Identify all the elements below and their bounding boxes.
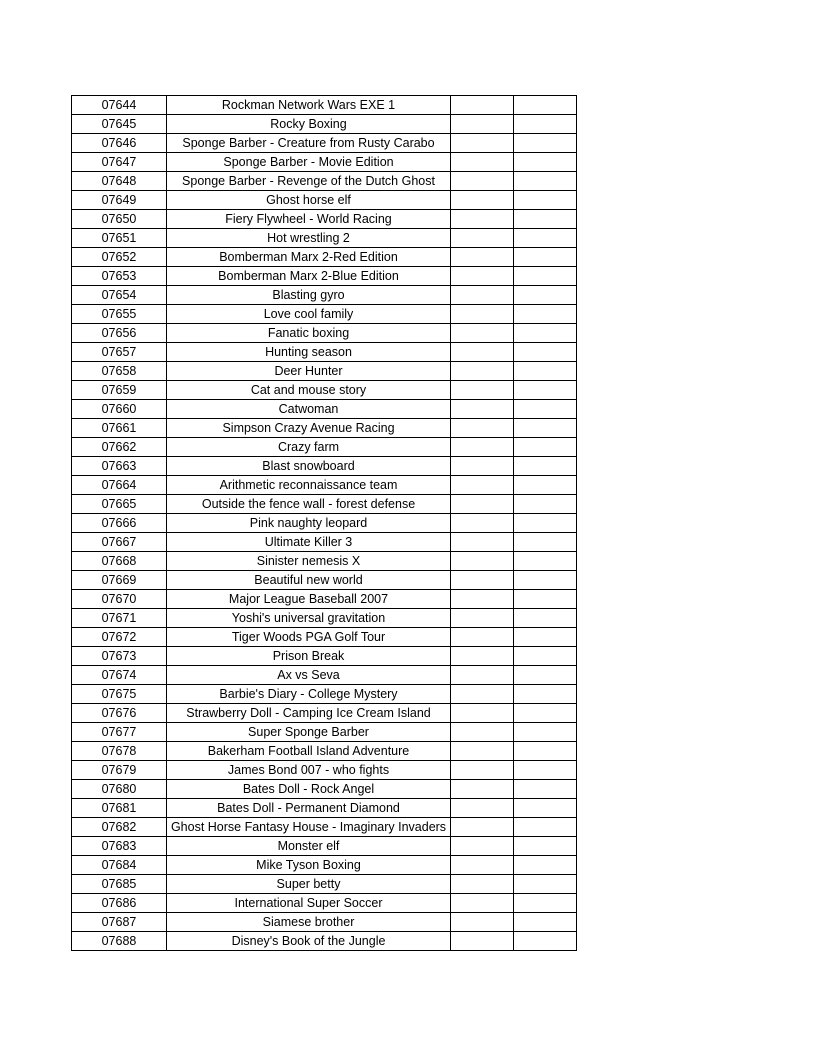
empty-cell [451,248,514,267]
empty-cell [514,324,577,343]
game-id-cell: 07680 [72,780,167,799]
game-id-cell: 07646 [72,134,167,153]
game-id-cell: 07651 [72,229,167,248]
empty-cell [514,229,577,248]
game-title-cell: Beautiful new world [167,571,451,590]
game-title-cell: Bates Doll - Rock Angel [167,780,451,799]
game-id-cell: 07654 [72,286,167,305]
game-title-cell: Fanatic boxing [167,324,451,343]
empty-cell [451,476,514,495]
empty-cell [451,571,514,590]
empty-cell [514,115,577,134]
empty-cell [451,324,514,343]
empty-cell [514,894,577,913]
game-id-cell: 07650 [72,210,167,229]
game-title-cell: Sponge Barber - Revenge of the Dutch Ghost [167,172,451,191]
empty-cell [451,780,514,799]
game-title-cell: Bomberman Marx 2-Red Edition [167,248,451,267]
table-row [72,514,577,533]
game-title-cell: Hunting season [167,343,451,362]
game-id-cell: 07659 [72,381,167,400]
empty-cell [514,476,577,495]
empty-cell [514,305,577,324]
table-row [72,609,577,628]
empty-cell [451,609,514,628]
game-title-cell: Ghost horse elf [167,191,451,210]
empty-cell [451,438,514,457]
game-title-cell: James Bond 007 - who fights [167,761,451,780]
table-row [72,761,577,780]
empty-cell [514,913,577,932]
game-id-cell: 07685 [72,875,167,894]
empty-cell [514,381,577,400]
game-title-cell: Catwoman [167,400,451,419]
game-title-cell: Sinister nemesis X [167,552,451,571]
empty-cell [514,419,577,438]
table-row [72,685,577,704]
game-title-cell: Tiger Woods PGA Golf Tour [167,628,451,647]
game-title-cell: Hot wrestling 2 [167,229,451,248]
game-id-cell: 07671 [72,609,167,628]
table-row [72,362,577,381]
empty-cell [451,590,514,609]
game-title-cell: Prison Break [167,647,451,666]
empty-cell [451,457,514,476]
game-title-cell: Simpson Crazy Avenue Racing [167,419,451,438]
game-id-cell: 07679 [72,761,167,780]
game-title-cell: Crazy farm [167,438,451,457]
table-row [72,799,577,818]
table-row [72,590,577,609]
empty-cell [451,837,514,856]
empty-cell [451,191,514,210]
game-id-cell: 07664 [72,476,167,495]
table-row [72,647,577,666]
empty-cell [514,932,577,951]
empty-cell [514,571,577,590]
empty-cell [514,210,577,229]
game-title-cell: Bates Doll - Permanent Diamond [167,799,451,818]
table-row [72,343,577,362]
empty-cell [451,818,514,837]
table-row [72,229,577,248]
game-id-cell: 07649 [72,191,167,210]
table-row [72,533,577,552]
table-row [72,495,577,514]
game-id-cell: 07687 [72,913,167,932]
empty-cell [514,248,577,267]
game-title-cell: Yoshi's universal gravitation [167,609,451,628]
game-id-cell: 07647 [72,153,167,172]
game-title-cell: Outside the fence wall - forest defense [167,495,451,514]
empty-cell [451,305,514,324]
empty-cell [514,362,577,381]
empty-cell [514,552,577,571]
game-title-cell: Sponge Barber - Creature from Rusty Carabo [167,134,451,153]
empty-cell [514,818,577,837]
table-row [72,267,577,286]
empty-cell [451,419,514,438]
game-id-cell: 07666 [72,514,167,533]
empty-cell [514,628,577,647]
game-title-cell: Rocky Boxing [167,115,451,134]
empty-cell [451,742,514,761]
game-title-cell: International Super Soccer [167,894,451,913]
empty-cell [514,172,577,191]
table-row [72,305,577,324]
game-title-cell: Rockman Network Wars EXE 1 [167,96,451,115]
table-row [72,419,577,438]
game-title-cell: Cat and mouse story [167,381,451,400]
game-title-cell: Ultimate Killer 3 [167,533,451,552]
game-title-cell: Barbie's Diary - College Mystery [167,685,451,704]
game-title-cell: Arithmetic reconnaissance team [167,476,451,495]
empty-cell [514,761,577,780]
empty-cell [451,514,514,533]
empty-cell [451,96,514,115]
table-row [72,115,577,134]
empty-cell [451,495,514,514]
game-id-cell: 07658 [72,362,167,381]
empty-cell [514,153,577,172]
table-row [72,780,577,799]
empty-cell [514,457,577,476]
table-row [72,552,577,571]
table-row [72,932,577,951]
table-row [72,571,577,590]
game-id-cell: 07656 [72,324,167,343]
game-title-cell: Ghost Horse Fantasy House - Imaginary Invaders [167,818,451,837]
table-row [72,134,577,153]
empty-cell [451,875,514,894]
game-id-cell: 07684 [72,856,167,875]
table-row [72,723,577,742]
table-row [72,875,577,894]
game-id-cell: 07682 [72,818,167,837]
empty-cell [451,229,514,248]
empty-cell [514,343,577,362]
game-id-cell: 07653 [72,267,167,286]
game-id-cell: 07670 [72,590,167,609]
empty-cell [451,172,514,191]
empty-cell [451,913,514,932]
empty-cell [451,685,514,704]
game-id-cell: 07644 [72,96,167,115]
game-id-cell: 07663 [72,457,167,476]
game-list-table [71,95,577,951]
empty-cell [451,856,514,875]
game-id-cell: 07674 [72,666,167,685]
empty-cell [451,115,514,134]
game-id-cell: 07677 [72,723,167,742]
game-title-cell: Monster elf [167,837,451,856]
table-row [72,438,577,457]
game-id-cell: 07655 [72,305,167,324]
empty-cell [514,267,577,286]
game-id-cell: 07688 [72,932,167,951]
empty-cell [514,590,577,609]
empty-cell [451,286,514,305]
game-id-cell: 07669 [72,571,167,590]
game-title-cell: Pink naughty leopard [167,514,451,533]
empty-cell [514,495,577,514]
table-row [72,476,577,495]
game-id-cell: 07667 [72,533,167,552]
empty-cell [514,685,577,704]
game-id-cell: 07673 [72,647,167,666]
empty-cell [451,932,514,951]
table-row [72,400,577,419]
table-row [72,742,577,761]
empty-cell [451,400,514,419]
game-title-cell: Love cool family [167,305,451,324]
table-row [72,913,577,932]
empty-cell [514,96,577,115]
empty-cell [514,704,577,723]
game-title-cell: Mike Tyson Boxing [167,856,451,875]
empty-cell [514,609,577,628]
game-id-cell: 07665 [72,495,167,514]
game-title-cell: Strawberry Doll - Camping Ice Cream Island [167,704,451,723]
table-row [72,210,577,229]
empty-cell [451,210,514,229]
empty-cell [514,286,577,305]
table-row [72,172,577,191]
empty-cell [514,723,577,742]
game-title-cell: Deer Hunter [167,362,451,381]
table-row [72,818,577,837]
empty-cell [451,723,514,742]
empty-cell [514,666,577,685]
empty-cell [451,153,514,172]
game-id-cell: 07657 [72,343,167,362]
game-id-cell: 07668 [72,552,167,571]
game-title-cell: Bakerham Football Island Adventure [167,742,451,761]
game-id-cell: 07675 [72,685,167,704]
game-id-cell: 07660 [72,400,167,419]
empty-cell [451,552,514,571]
table-row [72,324,577,343]
game-id-cell: 07648 [72,172,167,191]
empty-cell [451,267,514,286]
empty-cell [514,134,577,153]
game-title-cell: Ax vs Seva [167,666,451,685]
table-row [72,704,577,723]
table-row [72,666,577,685]
empty-cell [514,856,577,875]
game-title-cell: Blast snowboard [167,457,451,476]
game-title-cell: Fiery Flywheel - World Racing [167,210,451,229]
empty-cell [451,628,514,647]
game-id-cell: 07686 [72,894,167,913]
game-title-cell: Super Sponge Barber [167,723,451,742]
empty-cell [514,514,577,533]
table-row [72,894,577,913]
table-row [72,381,577,400]
game-title-cell: Blasting gyro [167,286,451,305]
empty-cell [451,362,514,381]
table-row [72,191,577,210]
table-row [72,153,577,172]
table-row [72,248,577,267]
table-row [72,96,577,115]
empty-cell [514,799,577,818]
game-id-cell: 07672 [72,628,167,647]
table-row [72,628,577,647]
empty-cell [451,894,514,913]
empty-cell [451,704,514,723]
empty-cell [514,533,577,552]
empty-cell [451,381,514,400]
empty-cell [451,761,514,780]
empty-cell [514,647,577,666]
empty-cell [451,647,514,666]
game-id-cell: 07683 [72,837,167,856]
empty-cell [514,875,577,894]
empty-cell [514,438,577,457]
game-id-cell: 07681 [72,799,167,818]
game-title-cell: Sponge Barber - Movie Edition [167,153,451,172]
game-title-cell: Disney's Book of the Jungle [167,932,451,951]
empty-cell [514,400,577,419]
empty-cell [514,191,577,210]
game-id-cell: 07661 [72,419,167,438]
table-row [72,286,577,305]
empty-cell [451,134,514,153]
empty-cell [451,799,514,818]
game-id-cell: 07652 [72,248,167,267]
table-row [72,837,577,856]
game-title-cell: Super betty [167,875,451,894]
empty-cell [514,780,577,799]
game-title-cell: Major League Baseball 2007 [167,590,451,609]
game-id-cell: 07678 [72,742,167,761]
table-row [72,856,577,875]
empty-cell [514,837,577,856]
game-id-cell: 07662 [72,438,167,457]
game-title-cell: Siamese brother [167,913,451,932]
game-id-cell: 07645 [72,115,167,134]
game-list-body [72,96,577,951]
empty-cell [514,742,577,761]
game-title-cell: Bomberman Marx 2-Blue Edition [167,267,451,286]
empty-cell [451,343,514,362]
table-row [72,457,577,476]
game-id-cell: 07676 [72,704,167,723]
empty-cell [451,533,514,552]
empty-cell [451,666,514,685]
